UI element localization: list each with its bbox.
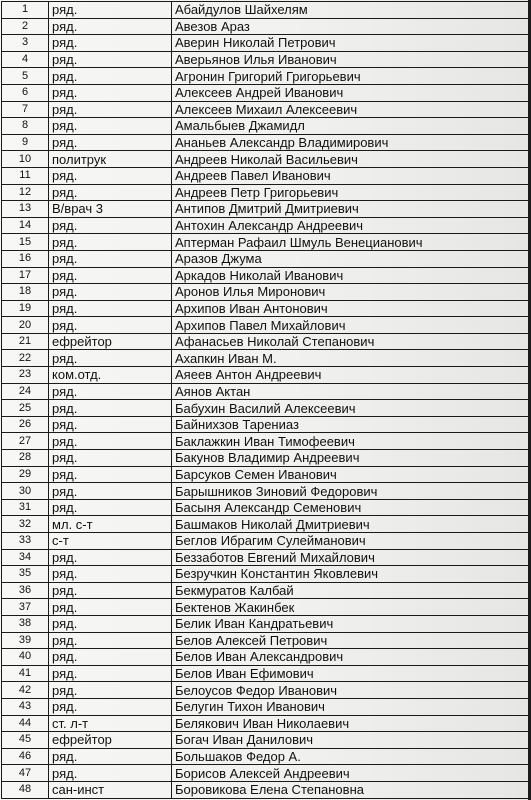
rank-cell: ряд. — [49, 118, 172, 135]
row-number: 7 — [2, 101, 49, 118]
full-name-cell: Боровикова Елена Степановна — [172, 781, 530, 798]
table-row — [2, 68, 530, 85]
rank-cell: ряд. — [49, 698, 172, 715]
rank-cell: ряд. — [49, 450, 172, 467]
full-name-cell: Афанасьев Николай Степанович — [172, 333, 530, 350]
rank-cell: ком.отд. — [49, 367, 172, 384]
row-number: 38 — [2, 615, 49, 632]
full-name-cell: Баклажкин Иван Тимофеевич — [172, 433, 530, 450]
full-name-cell: Аверьянов Илья Иванович — [172, 51, 530, 68]
row-number: 9 — [2, 134, 49, 151]
table-row — [2, 217, 530, 234]
row-number: 35 — [2, 566, 49, 583]
table-row — [2, 649, 530, 666]
row-number: 21 — [2, 333, 49, 350]
table-row — [2, 748, 530, 765]
full-name-cell: Агронин Григорий Григорьевич — [172, 68, 530, 85]
rank-cell: ряд. — [49, 250, 172, 267]
rank-cell: ряд. — [49, 383, 172, 400]
full-name-cell: Белик Иван Кандратьевич — [172, 615, 530, 632]
row-number: 18 — [2, 284, 49, 301]
row-number: 31 — [2, 499, 49, 516]
full-name-cell: Борисов Алексей Андреевич — [172, 765, 530, 782]
full-name-cell: Андреев Петр Григорьевич — [172, 184, 530, 201]
rank-cell: ряд. — [49, 416, 172, 433]
full-name-cell: Архипов Павел Михайлович — [172, 317, 530, 334]
rank-cell: ряд. — [49, 566, 172, 583]
row-number: 8 — [2, 118, 49, 135]
rank-cell: с-т — [49, 533, 172, 550]
table-row — [2, 400, 530, 417]
row-number: 32 — [2, 516, 49, 533]
rank-cell: ефрейтор — [49, 333, 172, 350]
rank-cell: ряд. — [49, 665, 172, 682]
rank-cell: ряд. — [49, 649, 172, 666]
table-row — [2, 367, 530, 384]
rank-cell: ряд. — [49, 284, 172, 301]
full-name-cell: Басыня Александр Семенович — [172, 499, 530, 516]
row-number: 13 — [2, 201, 49, 218]
full-name-cell: Аверин Николай Петрович — [172, 35, 530, 52]
full-name-cell: Белов Иван Александрович — [172, 649, 530, 666]
table-row — [2, 450, 530, 467]
row-number: 23 — [2, 367, 49, 384]
full-name-cell: Аптерман Рафаил Шмуль Венецианович — [172, 234, 530, 251]
table-row — [2, 516, 530, 533]
rank-cell: ряд. — [49, 2, 172, 19]
full-name-cell: Авезов Араз — [172, 18, 530, 35]
full-name-cell: Андреев Павел Иванович — [172, 167, 530, 184]
rank-cell: ст. л-т — [49, 715, 172, 732]
full-name-cell: Ананьев Александр Владимирович — [172, 134, 530, 151]
full-name-cell: Белоусов Федор Иванович — [172, 682, 530, 699]
table-row — [2, 632, 530, 649]
table-row — [2, 118, 530, 135]
row-number: 4 — [2, 51, 49, 68]
rank-cell: ряд. — [49, 615, 172, 632]
full-name-cell: Антохин Александр Андреевич — [172, 217, 530, 234]
full-name-cell: Байнихзов Тарениаз — [172, 416, 530, 433]
rank-cell: ряд. — [49, 51, 172, 68]
rank-cell: ряд. — [49, 549, 172, 566]
full-name-cell: Барсуков Семен Иванович — [172, 466, 530, 483]
rank-cell: ряд. — [49, 632, 172, 649]
rank-cell: ряд. — [49, 765, 172, 782]
full-name-cell: Белов Иван Ефимович — [172, 665, 530, 682]
row-number: 26 — [2, 416, 49, 433]
rank-cell: ряд. — [49, 267, 172, 284]
personnel-table-body — [2, 2, 530, 799]
full-name-cell: Бакунов Владимир Андреевич — [172, 450, 530, 467]
rank-cell: ефрейтор — [49, 732, 172, 749]
full-name-cell: Архипов Иван Антонович — [172, 300, 530, 317]
full-name-cell: Белякович Иван Николаевич — [172, 715, 530, 732]
row-number: 25 — [2, 400, 49, 417]
row-number: 20 — [2, 317, 49, 334]
rank-cell: ряд. — [49, 68, 172, 85]
rank-cell: ряд. — [49, 35, 172, 52]
row-number: 11 — [2, 167, 49, 184]
table-row — [2, 383, 530, 400]
rank-cell: ряд. — [49, 184, 172, 201]
table-row — [2, 416, 530, 433]
table-row — [2, 582, 530, 599]
row-number: 27 — [2, 433, 49, 450]
rank-cell: ряд. — [49, 217, 172, 234]
row-number: 28 — [2, 450, 49, 467]
full-name-cell: Амальбыев Джамидл — [172, 118, 530, 135]
rank-cell: политрук — [49, 151, 172, 168]
table-row — [2, 300, 530, 317]
table-row — [2, 682, 530, 699]
table-row — [2, 499, 530, 516]
row-number: 43 — [2, 698, 49, 715]
table-row — [2, 84, 530, 101]
row-number: 24 — [2, 383, 49, 400]
full-name-cell: Аяеев Антон Андреевич — [172, 367, 530, 384]
table-row — [2, 533, 530, 550]
row-number: 12 — [2, 184, 49, 201]
row-number: 30 — [2, 483, 49, 500]
full-name-cell: Богач Иван Данилович — [172, 732, 530, 749]
row-number: 45 — [2, 732, 49, 749]
table-row — [2, 134, 530, 151]
table-row — [2, 615, 530, 632]
row-number: 44 — [2, 715, 49, 732]
row-number: 16 — [2, 250, 49, 267]
row-number: 33 — [2, 533, 49, 550]
full-name-cell: Антипов Дмитрий Дмитриевич — [172, 201, 530, 218]
table-row — [2, 483, 530, 500]
table-row — [2, 317, 530, 334]
full-name-cell: Беззаботов Евгений Михайлович — [172, 549, 530, 566]
row-number: 15 — [2, 234, 49, 251]
personnel-table — [1, 1, 530, 799]
rank-cell: ряд. — [49, 350, 172, 367]
row-number: 40 — [2, 649, 49, 666]
full-name-cell: Бектенов Жакинбек — [172, 599, 530, 616]
table-row — [2, 433, 530, 450]
rank-cell: ряд. — [49, 300, 172, 317]
row-number: 47 — [2, 765, 49, 782]
row-number: 48 — [2, 781, 49, 798]
table-row — [2, 765, 530, 782]
rank-cell: ряд. — [49, 167, 172, 184]
full-name-cell: Белов Алексей Петрович — [172, 632, 530, 649]
full-name-cell: Алексеев Михаил Алексеевич — [172, 101, 530, 118]
row-number: 5 — [2, 68, 49, 85]
table-row — [2, 2, 530, 19]
row-number: 2 — [2, 18, 49, 35]
rank-cell: ряд. — [49, 748, 172, 765]
table-row — [2, 698, 530, 715]
full-name-cell: Бабухин Василий Алексеевич — [172, 400, 530, 417]
row-number: 1 — [2, 2, 49, 19]
row-number: 17 — [2, 267, 49, 284]
full-name-cell: Беглов Ибрагим Сулейманович — [172, 533, 530, 550]
table-row — [2, 184, 530, 201]
rank-cell: ряд. — [49, 400, 172, 417]
rank-cell: ряд. — [49, 682, 172, 699]
table-row — [2, 566, 530, 583]
table-row — [2, 732, 530, 749]
rank-cell: ряд. — [49, 499, 172, 516]
table-row — [2, 35, 530, 52]
row-number: 22 — [2, 350, 49, 367]
table-row — [2, 250, 530, 267]
rank-cell: В/врач 3 — [49, 201, 172, 218]
rank-cell: ряд. — [49, 433, 172, 450]
row-number: 42 — [2, 682, 49, 699]
rank-cell: ряд. — [49, 599, 172, 616]
row-number: 10 — [2, 151, 49, 168]
table-row — [2, 151, 530, 168]
rank-cell: сан-инст — [49, 781, 172, 798]
rank-cell: ряд. — [49, 234, 172, 251]
table-row — [2, 267, 530, 284]
table-row — [2, 781, 530, 798]
full-name-cell: Башмаков Николай Дмитриевич — [172, 516, 530, 533]
full-name-cell: Белугин Тихон Иванович — [172, 698, 530, 715]
table-row — [2, 101, 530, 118]
rank-cell: ряд. — [49, 134, 172, 151]
full-name-cell: Аянов Актан — [172, 383, 530, 400]
full-name-cell: Андреев Николай Васильевич — [172, 151, 530, 168]
table-row — [2, 549, 530, 566]
table-row — [2, 599, 530, 616]
rank-cell: ряд. — [49, 101, 172, 118]
rank-cell: ряд. — [49, 483, 172, 500]
rank-cell: ряд. — [49, 466, 172, 483]
rank-cell: ряд. — [49, 582, 172, 599]
table-row — [2, 715, 530, 732]
row-number: 29 — [2, 466, 49, 483]
table-row — [2, 333, 530, 350]
full-name-cell: Абайдулов Шайхелям — [172, 2, 530, 19]
rank-cell: ряд. — [49, 18, 172, 35]
table-row — [2, 18, 530, 35]
row-number: 36 — [2, 582, 49, 599]
row-number: 34 — [2, 549, 49, 566]
row-number: 46 — [2, 748, 49, 765]
full-name-cell: Безручкин Константин Яковлевич — [172, 566, 530, 583]
table-row — [2, 51, 530, 68]
table-row — [2, 284, 530, 301]
row-number: 19 — [2, 300, 49, 317]
rank-cell: мл. с-т — [49, 516, 172, 533]
full-name-cell: Большаков Федор А. — [172, 748, 530, 765]
row-number: 6 — [2, 84, 49, 101]
row-number: 3 — [2, 35, 49, 52]
rank-cell: ряд. — [49, 317, 172, 334]
row-number: 37 — [2, 599, 49, 616]
full-name-cell: Бекмуратов Калбай — [172, 582, 530, 599]
row-number: 41 — [2, 665, 49, 682]
table-row — [2, 350, 530, 367]
full-name-cell: Ахапкин Иван М. — [172, 350, 530, 367]
table-row — [2, 234, 530, 251]
table-row — [2, 466, 530, 483]
full-name-cell: Барышников Зиновий Федорович — [172, 483, 530, 500]
table-row — [2, 665, 530, 682]
full-name-cell: Аразов Джума — [172, 250, 530, 267]
row-number: 39 — [2, 632, 49, 649]
full-name-cell: Аркадов Николай Иванович — [172, 267, 530, 284]
table-row — [2, 167, 530, 184]
table-row — [2, 201, 530, 218]
row-number: 14 — [2, 217, 49, 234]
full-name-cell: Алексеев Андрей Иванович — [172, 84, 530, 101]
rank-cell: ряд. — [49, 84, 172, 101]
full-name-cell: Аронов Илья Миронович — [172, 284, 530, 301]
